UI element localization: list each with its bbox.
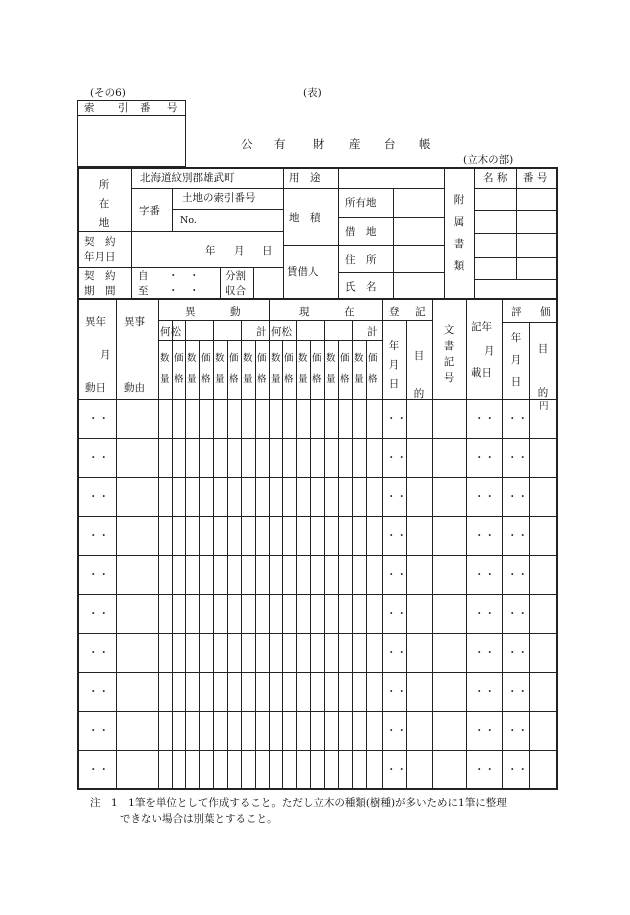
attached-docs-label: 附 属 書 類: [453, 194, 465, 272]
lessee-label: 賃借人: [287, 266, 319, 278]
qty-label-11-1: 数: [298, 353, 308, 364]
qty-label-9-1: 数: [271, 353, 281, 364]
reg-date-dots: ・・: [386, 530, 407, 542]
price-label-2-2: 格: [174, 374, 184, 385]
change-group-label-1: 異: [185, 306, 196, 318]
current-group-label-1: 現: [299, 306, 310, 318]
yen-unit: 円: [539, 401, 549, 412]
record-date-dots: ・・: [474, 647, 495, 659]
index-char-3: 番: [140, 102, 151, 114]
land-index-label: 土地の索引番号: [182, 192, 256, 204]
qty-label-1-1: 数: [160, 353, 170, 364]
price-label-12-1: 価: [312, 353, 322, 364]
record-date-label-3: 載日: [471, 367, 492, 379]
record-date-dots: ・・: [474, 452, 495, 464]
name-label: 氏 名: [345, 281, 377, 293]
qty-label-9-2: 量: [271, 374, 281, 385]
val-date-dots: ・・: [507, 530, 528, 542]
record-date-dots: ・・: [474, 491, 495, 503]
reg-date-dots: ・・: [386, 452, 407, 464]
owned-land-label: 所有地: [345, 197, 377, 209]
val-date-dots: ・・: [507, 569, 528, 581]
reg-date-dots: ・・: [386, 764, 407, 776]
price-label-14-1: 価: [340, 353, 350, 364]
change-date-label-1: 異年: [85, 316, 106, 328]
valuation-label-2: 価: [540, 306, 551, 318]
contract-date-label-1: 契 約: [84, 236, 116, 248]
qty-label-15-1: 数: [354, 353, 364, 364]
change-date-label-3: 動日: [85, 382, 106, 394]
val-date-label: 年 月 日: [510, 332, 522, 388]
term-from-dots: ・ ・: [168, 270, 200, 282]
change-date-dots: ・・: [88, 764, 109, 776]
record-date-dots: ・・: [474, 569, 495, 581]
reg-date-dots: ・・: [386, 686, 407, 698]
date-unit-day: 日: [262, 245, 273, 257]
record-date-label-1: 記年: [471, 321, 492, 333]
val-date-dots: ・・: [507, 647, 528, 659]
reg-purpose-label: 目 的: [413, 350, 425, 400]
val-date-dots: ・・: [507, 725, 528, 737]
registration-label-2: 記: [415, 306, 426, 318]
change-date-dots: ・・: [88, 608, 109, 620]
price-label-2-1: 価: [174, 353, 184, 364]
change-date-dots: ・・: [88, 413, 109, 425]
change-date-dots: ・・: [88, 569, 109, 581]
registration-label-1: 登: [389, 306, 400, 318]
index-char-2: 引: [118, 102, 129, 114]
qty-label-11-2: 量: [298, 374, 308, 385]
reg-date-dots: ・・: [386, 413, 407, 425]
change-date-dots: ・・: [88, 491, 109, 503]
price-label-16-1: 価: [368, 353, 378, 364]
term-from: 自: [138, 270, 149, 282]
change-date-dots: ・・: [88, 647, 109, 659]
note-line-2: できない場合は別葉とすること。: [120, 813, 278, 825]
current-total: 計: [367, 326, 378, 338]
change-date-dots: ・・: [88, 725, 109, 737]
change-nanmatsu: 何松: [160, 326, 181, 338]
change-date-dots: ・・: [88, 452, 109, 464]
price-label-10-1: 価: [284, 353, 294, 364]
qty-label-13-2: 量: [326, 374, 336, 385]
qty-label-7-1: 数: [243, 353, 253, 364]
address-label: 住 所: [345, 254, 377, 266]
record-date-dots: ・・: [474, 413, 495, 425]
leased-land-label: 借 地: [345, 226, 377, 238]
val-date-dots: ・・: [507, 452, 528, 464]
change-total: 計: [256, 326, 267, 338]
index-char-4: 号: [167, 102, 178, 114]
qty-label-5-1: 数: [215, 353, 225, 364]
record-date-dots: ・・: [474, 608, 495, 620]
price-label-14-2: 格: [340, 374, 350, 385]
price-label-6-1: 価: [229, 353, 239, 364]
index-char-1: 索: [84, 102, 95, 114]
reg-date-dots: ・・: [386, 491, 407, 503]
record-date-dots: ・・: [474, 530, 495, 542]
price-label-16-2: 格: [368, 374, 378, 385]
qty-label-3-1: 数: [187, 353, 197, 364]
location-value: 北海道紋別郡雄武町: [140, 172, 235, 184]
attach-name-label: 名 称: [483, 172, 508, 184]
side-label: (表): [303, 87, 322, 99]
qty-label-7-2: 量: [243, 374, 253, 385]
price-label-8-2: 格: [257, 374, 267, 385]
reg-date-dots: ・・: [386, 725, 407, 737]
reg-date-label: 年 月 日: [388, 340, 400, 390]
change-date-label-2: 月: [100, 349, 111, 361]
val-date-dots: ・・: [507, 608, 528, 620]
use-label: 用 途: [289, 172, 321, 184]
contract-term-label-2: 期 間: [84, 285, 116, 297]
installment-label-1: 分割: [225, 270, 246, 282]
price-label-8-1: 価: [257, 353, 267, 364]
contract-date-label-2: 年月日: [84, 251, 116, 263]
term-to-dots: ・ ・: [168, 285, 200, 297]
qty-label-1-2: 量: [160, 374, 170, 385]
record-date-dots: ・・: [474, 725, 495, 737]
qty-label-13-1: 数: [326, 353, 336, 364]
reg-date-dots: ・・: [386, 647, 407, 659]
installment-label-2: 収合: [225, 285, 246, 297]
val-date-dots: ・・: [507, 686, 528, 698]
price-label-4-1: 価: [201, 353, 211, 364]
area-label: 地 積: [289, 212, 321, 224]
valuation-label-1: 評: [511, 306, 522, 318]
price-label-12-2: 格: [312, 374, 322, 385]
change-group-label-2: 動: [230, 306, 241, 318]
current-nanmatsu: 何松: [271, 326, 292, 338]
no-label: No.: [180, 215, 197, 226]
qty-label-3-2: 量: [187, 374, 197, 385]
section-label: (立木の部): [463, 154, 514, 166]
val-date-dots: ・・: [507, 413, 528, 425]
location-label: 所 在 地: [98, 179, 110, 229]
record-date-dots: ・・: [474, 764, 495, 776]
change-date-dots: ・・: [88, 686, 109, 698]
val-purpose-label: 目 的: [537, 343, 549, 399]
term-to: 至: [138, 285, 149, 297]
reg-date-dots: ・・: [386, 569, 407, 581]
reg-date-dots: ・・: [386, 608, 407, 620]
attach-number-label: 番 号: [523, 172, 548, 184]
val-date-dots: ・・: [507, 764, 528, 776]
note-line-1: 注 1 1筆を単位として作成すること。ただし立木の種類(樹種)が多いために1筆に整理: [90, 797, 507, 809]
val-date-dots: ・・: [507, 491, 528, 503]
record-date-dots: ・・: [474, 686, 495, 698]
aza-label: 字番: [139, 205, 160, 217]
current-group-label-2: 在: [344, 306, 355, 318]
qty-label-5-2: 量: [215, 374, 225, 385]
date-unit-month: 月: [234, 245, 245, 257]
change-reason-label-1: 異事: [124, 316, 145, 328]
price-label-4-2: 格: [201, 374, 211, 385]
qty-label-15-2: 量: [354, 374, 364, 385]
change-reason-label-2: 動由: [124, 382, 145, 394]
doc-symbol-label: 文 書 記 号: [443, 324, 455, 384]
date-unit-year: 年: [205, 245, 216, 257]
price-label-10-2: 格: [284, 374, 294, 385]
record-date-label-2: 月: [484, 345, 495, 357]
contract-term-label-1: 契 約: [84, 270, 116, 282]
change-date-dots: ・・: [88, 530, 109, 542]
form-number: (その6): [90, 87, 126, 99]
price-label-6-2: 格: [229, 374, 239, 385]
